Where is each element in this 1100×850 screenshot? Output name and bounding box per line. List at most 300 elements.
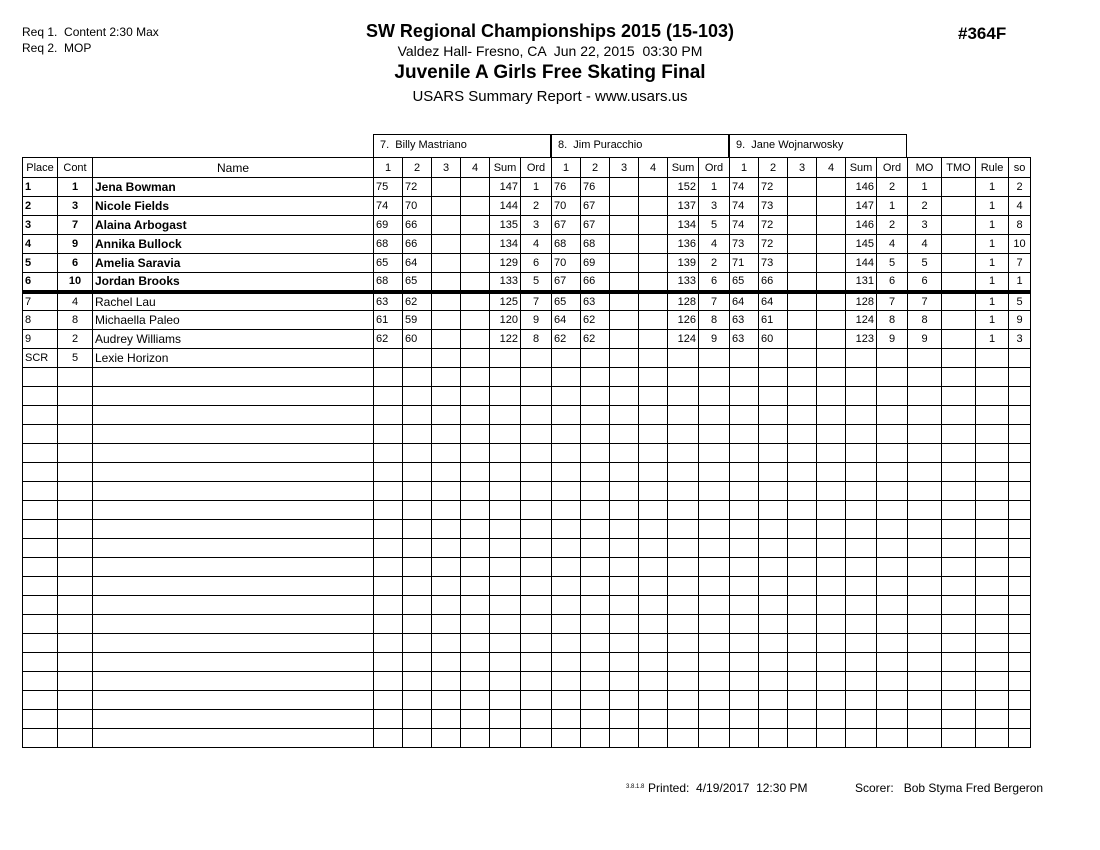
trial-score-cell <box>817 653 846 672</box>
sum-cell: 125 <box>490 292 521 311</box>
trial-score-cell: 63 <box>374 292 403 311</box>
trial-score-cell <box>432 292 461 311</box>
trial-score-cell <box>461 197 490 216</box>
trial-score-cell <box>403 634 432 653</box>
trial-score-cell <box>788 520 817 539</box>
trial-score-cell <box>403 520 432 539</box>
trial-score-cell <box>759 406 788 425</box>
sum-cell <box>668 425 699 444</box>
trial-score-cell: 64 <box>552 311 581 330</box>
trial-score-cell: 61 <box>374 311 403 330</box>
place-cell <box>23 558 58 577</box>
trial-score-cell <box>461 235 490 254</box>
trial-score-cell <box>581 615 610 634</box>
ordinal-cell <box>699 710 730 729</box>
place-cell <box>23 387 58 406</box>
table-row <box>23 501 1031 520</box>
ordinal-cell <box>521 387 552 406</box>
skater-name-cell <box>93 672 374 691</box>
rule-cell <box>976 368 1009 387</box>
tmo-cell <box>942 387 976 406</box>
printed-value: 4/19/2017 12:30 PM <box>696 781 808 795</box>
trial-score-cell <box>432 634 461 653</box>
table-row <box>23 596 1031 615</box>
tmo-cell <box>942 178 976 197</box>
tmo-cell <box>942 558 976 577</box>
trial-score-cell <box>461 444 490 463</box>
trial-score-cell <box>788 292 817 311</box>
trial-score-cell <box>403 596 432 615</box>
sum-cell: 146 <box>846 178 877 197</box>
ordinal-cell: 7 <box>877 292 908 311</box>
trial-score-cell <box>432 729 461 748</box>
table-row <box>23 691 1031 710</box>
contestant-number-cell: 3 <box>58 197 93 216</box>
tmo-cell <box>942 615 976 634</box>
trial-score-cell <box>552 615 581 634</box>
trial-score-cell <box>581 558 610 577</box>
trial-score-cell <box>552 691 581 710</box>
table-row <box>23 406 1031 425</box>
ordinal-cell <box>699 349 730 368</box>
ordinal-cell <box>521 615 552 634</box>
trial-score-cell <box>610 729 639 748</box>
trial-score-cell <box>552 406 581 425</box>
ordinal-cell: 2 <box>521 197 552 216</box>
trial-score-cell <box>432 558 461 577</box>
trial-score-cell: 63 <box>730 330 759 349</box>
contestant-number-cell: 2 <box>58 330 93 349</box>
col-header-ord: Ord <box>877 158 908 178</box>
skater-name-cell <box>93 444 374 463</box>
skating-order-cell <box>1009 558 1031 577</box>
trial-score-cell <box>552 482 581 501</box>
sum-cell: 129 <box>490 254 521 273</box>
trial-score-cell: 72 <box>759 235 788 254</box>
sum-cell <box>846 558 877 577</box>
place-cell <box>23 463 58 482</box>
ordinal-cell: 4 <box>699 235 730 254</box>
sum-cell: 124 <box>668 330 699 349</box>
skater-name-cell <box>93 615 374 634</box>
trial-score-cell <box>788 577 817 596</box>
trial-score-cell <box>461 292 490 311</box>
sum-cell: 123 <box>846 330 877 349</box>
sum-cell <box>846 444 877 463</box>
trial-score-cell <box>639 425 668 444</box>
trial-score-cell <box>581 387 610 406</box>
table-row <box>23 444 1031 463</box>
table-row <box>23 330 1031 349</box>
table-row <box>23 292 1031 311</box>
trial-score-cell <box>461 178 490 197</box>
scorer-label: Scorer: <box>855 781 894 795</box>
trial-score-cell <box>610 349 639 368</box>
sum-cell <box>846 368 877 387</box>
trial-score-cell <box>639 178 668 197</box>
ordinal-cell <box>521 596 552 615</box>
rule-cell <box>976 577 1009 596</box>
trial-score-cell <box>817 235 846 254</box>
place-cell: 5 <box>23 254 58 273</box>
ordinal-cell: 8 <box>699 311 730 330</box>
skating-order-cell: 2 <box>1009 178 1031 197</box>
trial-score-cell <box>581 653 610 672</box>
tmo-cell <box>942 672 976 691</box>
skater-name-cell <box>93 558 374 577</box>
trial-score-cell <box>817 254 846 273</box>
ordinal-cell <box>877 482 908 501</box>
trial-score-cell <box>374 729 403 748</box>
trial-score-cell <box>759 672 788 691</box>
sum-cell <box>668 501 699 520</box>
contestant-number-cell <box>58 710 93 729</box>
majority-ordinal-cell: 2 <box>908 197 942 216</box>
sum-cell <box>490 729 521 748</box>
contestant-number-cell <box>58 672 93 691</box>
sum-cell <box>490 691 521 710</box>
trial-score-cell <box>759 349 788 368</box>
trial-score-cell <box>730 539 759 558</box>
req-line-1: Req 1. Content 2:30 Max <box>22 25 159 39</box>
ordinal-cell <box>877 672 908 691</box>
trial-score-cell <box>639 406 668 425</box>
trial-score-cell <box>788 539 817 558</box>
trial-score-cell <box>817 292 846 311</box>
tmo-cell <box>942 349 976 368</box>
ordinal-cell <box>699 501 730 520</box>
place-cell: 3 <box>23 216 58 235</box>
trial-score-cell: 67 <box>581 197 610 216</box>
trial-score-cell <box>610 653 639 672</box>
ordinal-cell: 8 <box>877 311 908 330</box>
skater-name-cell <box>93 406 374 425</box>
place-cell: 1 <box>23 178 58 197</box>
trial-score-cell <box>610 273 639 292</box>
ordinal-cell: 7 <box>521 292 552 311</box>
ordinal-cell <box>699 634 730 653</box>
ordinal-cell: 1 <box>521 178 552 197</box>
trial-score-cell <box>639 539 668 558</box>
tmo-cell <box>942 235 976 254</box>
trial-score-cell <box>730 710 759 729</box>
trial-score-cell <box>639 672 668 691</box>
trial-score-cell <box>817 463 846 482</box>
trial-score-cell: 64 <box>403 254 432 273</box>
place-cell: SCR <box>23 349 58 368</box>
trial-score-cell <box>817 387 846 406</box>
rule-cell <box>976 349 1009 368</box>
sum-cell: 136 <box>668 235 699 254</box>
trial-score-cell <box>461 691 490 710</box>
trial-score-cell <box>552 349 581 368</box>
trial-score-cell <box>374 387 403 406</box>
sum-cell: 131 <box>846 273 877 292</box>
trial-score-cell <box>461 254 490 273</box>
skater-name-cell <box>93 463 374 482</box>
majority-ordinal-cell: 3 <box>908 216 942 235</box>
trial-score-cell <box>432 672 461 691</box>
trial-score-cell <box>552 539 581 558</box>
place-cell: 6 <box>23 273 58 292</box>
trial-score-cell: 73 <box>730 235 759 254</box>
rule-cell: 1 <box>976 197 1009 216</box>
place-cell <box>23 710 58 729</box>
trial-score-cell <box>730 558 759 577</box>
trial-score-cell <box>461 368 490 387</box>
table-row <box>23 653 1031 672</box>
trial-score-cell <box>581 634 610 653</box>
trial-score-cell: 68 <box>552 235 581 254</box>
trial-score-cell <box>817 444 846 463</box>
tmo-cell <box>942 273 976 292</box>
trial-score-cell <box>432 197 461 216</box>
skating-order-cell <box>1009 482 1031 501</box>
trial-score-cell <box>788 197 817 216</box>
table-row <box>23 425 1031 444</box>
trial-score-cell <box>817 558 846 577</box>
skater-name-cell <box>93 691 374 710</box>
rule-cell <box>976 501 1009 520</box>
trial-score-cell <box>610 558 639 577</box>
trial-score-cell: 69 <box>581 254 610 273</box>
trial-score-cell <box>817 520 846 539</box>
ordinal-cell <box>877 463 908 482</box>
trial-score-cell: 64 <box>730 292 759 311</box>
trial-score-cell: 67 <box>581 216 610 235</box>
sum-cell: 133 <box>668 273 699 292</box>
trial-score-cell <box>403 349 432 368</box>
ordinal-cell <box>877 444 908 463</box>
trial-score-cell: 62 <box>581 311 610 330</box>
place-cell <box>23 729 58 748</box>
ordinal-cell: 4 <box>877 235 908 254</box>
trial-score-cell <box>639 729 668 748</box>
contestant-number-cell: 9 <box>58 235 93 254</box>
tmo-cell <box>942 368 976 387</box>
ordinal-cell <box>877 501 908 520</box>
ordinal-cell <box>521 729 552 748</box>
rule-cell <box>976 634 1009 653</box>
trial-score-cell <box>639 558 668 577</box>
trial-score-cell <box>552 653 581 672</box>
ordinal-cell <box>699 463 730 482</box>
trial-score-cell <box>374 482 403 501</box>
trial-score-cell <box>639 273 668 292</box>
trial-score-cell <box>581 463 610 482</box>
sum-cell: 122 <box>490 330 521 349</box>
place-cell: 4 <box>23 235 58 254</box>
skating-order-cell: 5 <box>1009 292 1031 311</box>
trial-score-cell <box>639 197 668 216</box>
col-header-rule: Rule <box>976 158 1009 178</box>
trial-score-cell <box>610 235 639 254</box>
trial-score-cell <box>639 482 668 501</box>
trial-score-cell <box>403 482 432 501</box>
skater-name-cell: Audrey Williams <box>93 330 374 349</box>
place-cell: 2 <box>23 197 58 216</box>
tmo-cell <box>942 596 976 615</box>
ordinal-cell <box>699 539 730 558</box>
sum-cell <box>846 349 877 368</box>
trial-score-cell <box>461 558 490 577</box>
ordinal-cell <box>521 577 552 596</box>
trial-score-cell <box>552 444 581 463</box>
skater-name-cell: Michaella Paleo <box>93 311 374 330</box>
rule-cell <box>976 653 1009 672</box>
trial-score-cell <box>817 273 846 292</box>
contestant-number-cell <box>58 425 93 444</box>
ordinal-cell <box>699 482 730 501</box>
trial-score-cell <box>610 292 639 311</box>
sum-cell <box>668 558 699 577</box>
trial-score-cell <box>730 368 759 387</box>
tmo-cell <box>942 406 976 425</box>
sum-cell <box>846 501 877 520</box>
contestant-number-cell <box>58 444 93 463</box>
trial-score-cell: 69 <box>374 216 403 235</box>
place-cell <box>23 634 58 653</box>
skater-name-cell <box>93 710 374 729</box>
trial-score-cell <box>610 615 639 634</box>
trial-score-cell <box>374 463 403 482</box>
trial-score-cell <box>610 425 639 444</box>
skating-order-cell <box>1009 387 1031 406</box>
event-title: Juvenile A Girls Free Skating Final <box>394 62 706 83</box>
sum-cell: 134 <box>490 235 521 254</box>
contestant-number-cell: 10 <box>58 273 93 292</box>
ordinal-cell <box>521 710 552 729</box>
ordinal-cell <box>521 520 552 539</box>
ordinal-cell <box>699 672 730 691</box>
skating-order-cell <box>1009 653 1031 672</box>
trial-score-cell: 66 <box>759 273 788 292</box>
trial-score-cell <box>403 691 432 710</box>
trial-score-cell: 63 <box>730 311 759 330</box>
trial-score-cell <box>639 596 668 615</box>
trial-score-cell <box>374 615 403 634</box>
majority-ordinal-cell <box>908 520 942 539</box>
ordinal-cell: 3 <box>521 216 552 235</box>
skating-order-cell <box>1009 425 1031 444</box>
col-header-sum: Sum <box>490 158 521 178</box>
trial-score-cell <box>403 444 432 463</box>
ordinal-cell: 9 <box>699 330 730 349</box>
trial-score-cell <box>817 178 846 197</box>
trial-score-cell <box>432 368 461 387</box>
trial-score-cell <box>432 615 461 634</box>
table-row <box>23 368 1031 387</box>
trial-score-cell <box>461 425 490 444</box>
tmo-cell <box>942 653 976 672</box>
trial-score-cell: 67 <box>552 216 581 235</box>
trial-score-cell <box>817 615 846 634</box>
tmo-cell <box>942 311 976 330</box>
trial-score-cell <box>730 691 759 710</box>
majority-ordinal-cell <box>908 729 942 748</box>
contestant-number-cell <box>58 634 93 653</box>
skating-order-cell: 1 <box>1009 273 1031 292</box>
trial-score-cell <box>461 311 490 330</box>
trial-score-cell <box>759 539 788 558</box>
tmo-cell <box>942 634 976 653</box>
sum-cell: 124 <box>846 311 877 330</box>
col-header-trial: 4 <box>639 158 668 178</box>
ordinal-cell <box>699 577 730 596</box>
skater-name-cell: Amelia Saravia <box>93 254 374 273</box>
trial-score-cell <box>610 710 639 729</box>
rule-cell: 1 <box>976 178 1009 197</box>
skater-name-cell <box>93 501 374 520</box>
trial-score-cell <box>759 387 788 406</box>
trial-score-cell <box>788 672 817 691</box>
place-cell: 8 <box>23 311 58 330</box>
tmo-cell <box>942 197 976 216</box>
trial-score-cell <box>610 216 639 235</box>
ordinal-cell <box>521 672 552 691</box>
skater-name-cell <box>93 520 374 539</box>
col-header-place: Place <box>23 158 58 178</box>
contestant-number-cell <box>58 615 93 634</box>
trial-score-cell <box>461 273 490 292</box>
sum-cell: 126 <box>668 311 699 330</box>
trial-score-cell <box>581 368 610 387</box>
skater-name-cell <box>93 577 374 596</box>
skating-order-cell <box>1009 710 1031 729</box>
trial-score-cell <box>610 539 639 558</box>
trial-score-cell <box>817 406 846 425</box>
table-row <box>23 197 1031 216</box>
trial-score-cell <box>432 463 461 482</box>
trial-score-cell <box>581 729 610 748</box>
trial-score-cell <box>639 349 668 368</box>
majority-ordinal-cell: 9 <box>908 330 942 349</box>
contestant-number-cell <box>58 368 93 387</box>
col-header-ord: Ord <box>521 158 552 178</box>
trial-score-cell <box>552 596 581 615</box>
trial-score-cell <box>461 577 490 596</box>
sum-cell <box>668 577 699 596</box>
ordinal-cell <box>521 463 552 482</box>
skating-order-cell <box>1009 444 1031 463</box>
trial-score-cell <box>817 596 846 615</box>
trial-score-cell: 74 <box>374 197 403 216</box>
sum-cell <box>668 691 699 710</box>
trial-score-cell <box>817 577 846 596</box>
trial-score-cell: 62 <box>552 330 581 349</box>
trial-score-cell <box>610 444 639 463</box>
skating-order-cell: 3 <box>1009 330 1031 349</box>
skater-name-cell <box>93 539 374 558</box>
trial-score-cell <box>730 520 759 539</box>
trial-score-cell <box>759 501 788 520</box>
place-cell: 7 <box>23 292 58 311</box>
trial-score-cell <box>610 311 639 330</box>
rule-cell: 1 <box>976 330 1009 349</box>
results-table <box>22 157 1031 748</box>
skater-name-cell: Jena Bowman <box>93 178 374 197</box>
ordinal-cell: 7 <box>699 292 730 311</box>
sum-cell <box>668 634 699 653</box>
trial-score-cell <box>610 501 639 520</box>
ordinal-cell <box>521 368 552 387</box>
trial-score-cell <box>817 425 846 444</box>
trial-score-cell <box>374 710 403 729</box>
trial-score-cell: 62 <box>403 292 432 311</box>
table-row <box>23 672 1031 691</box>
ordinal-cell <box>699 653 730 672</box>
trial-score-cell <box>610 596 639 615</box>
